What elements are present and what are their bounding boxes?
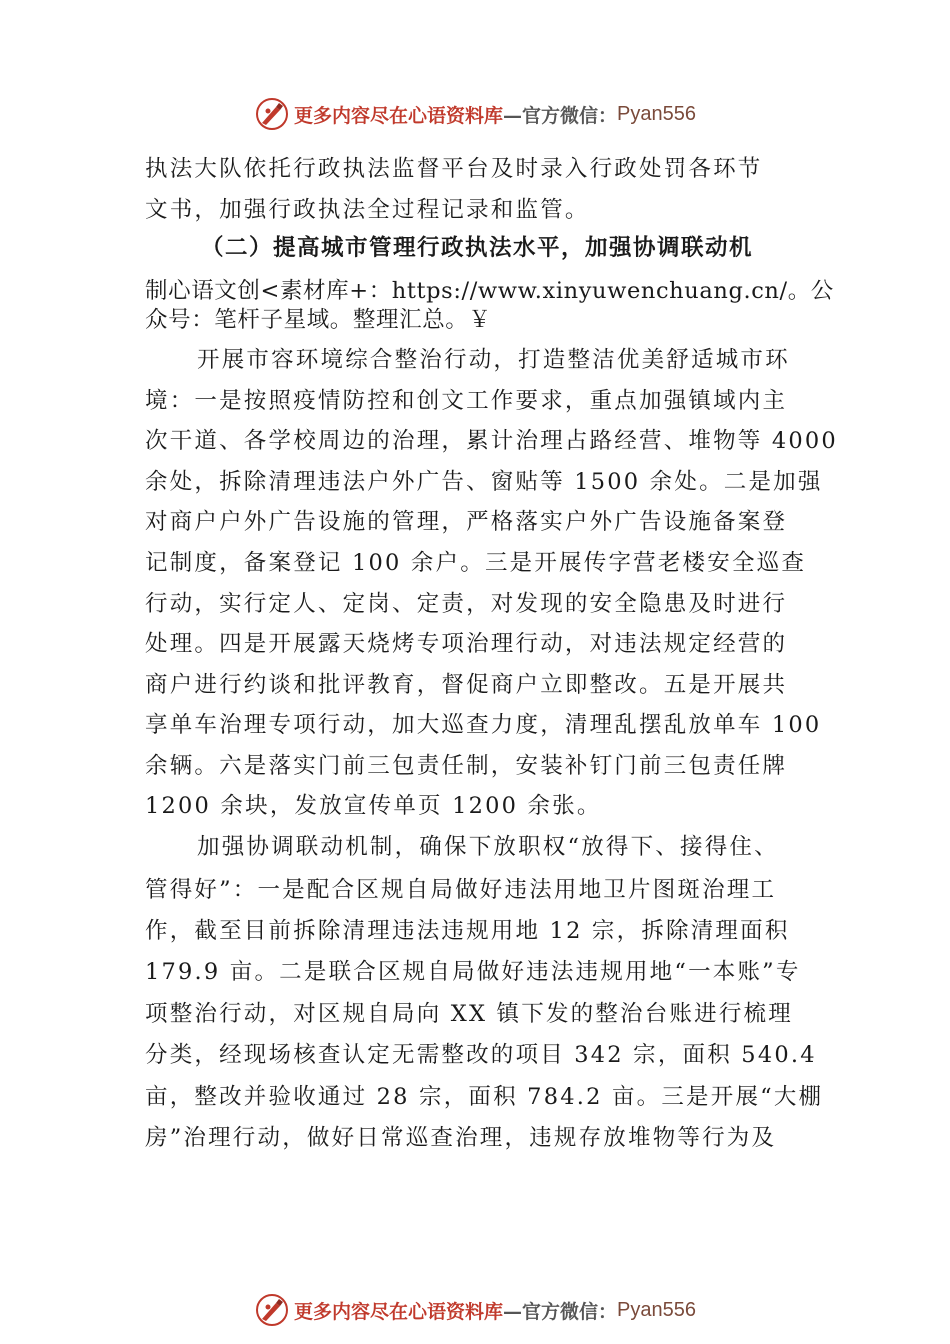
body-line: 项整治行动，对区规自局向 XX 镇下发的整治台账进行梳理 xyxy=(145,1001,793,1027)
body-line: 房”治理行动，做好日常巡查治理，违规存放堆物等行为及 xyxy=(145,1125,777,1151)
body-line: 作，截至目前拆除清理违法违规用地 12 宗，拆除清理面积 xyxy=(145,918,790,944)
body-line: 境：一是按照疫情防控和创文工作要求，重点加强镇域内主 xyxy=(145,388,788,414)
body-line: 处理。四是开展露天烧烤专项治理行动，对违法规定经营的 xyxy=(145,631,788,657)
body-line: 亩，整改并验收通过 28 宗，面积 784.2 亩。三是开展“大棚 xyxy=(145,1084,824,1110)
section-heading: （二）提高城市管理行政执法水平，加强协调联动机 xyxy=(201,235,754,261)
watermark-main-text: 更多内容尽在心语资料库 xyxy=(294,1300,504,1323)
paragraph-start: 加强协调联动机制，确保下放职权“放得下、接得住、 xyxy=(197,834,779,860)
watermark-sub-text: —官方微信： xyxy=(503,1300,618,1323)
body-line: 执法大队依托行政执法监督平台及时录入行政处罚各环节 xyxy=(145,156,763,182)
body-line: 次干道、各学校周边的治理，累计治理占路经营、堆物等 4000 xyxy=(145,428,838,454)
watermark-sub-text: —官方微信： xyxy=(503,104,618,127)
paragraph-start: 开展市容环境综合整治行动，打造整洁优美舒适城市环 xyxy=(197,347,790,373)
body-line: 分类，经现场核查认定无需整改的项目 342 宗，面积 540.4 xyxy=(145,1042,817,1068)
watermark-main-text: 更多内容尽在心语资料库 xyxy=(294,104,504,127)
body-line: 余处，拆除清理违法户外广告、窗贴等 1500 余处。二是加强 xyxy=(145,469,823,495)
body-line: 管得好”：一是配合区规自局做好违法用地卫片图斑治理工 xyxy=(145,877,777,903)
body-line: 179.9 亩。二是联合区规自局做好违法违规用地“一本账”专 xyxy=(145,959,801,985)
body-line: 众号：笔杆子星域。整理汇总。￥ xyxy=(145,307,492,333)
body-line: 制心语文创<素材库+：https://www.xinyuwenchuang.cn/。公 xyxy=(145,278,834,304)
body-line: 享单车治理专项行动，加大巡查力度，清理乱摆乱放单车 100 xyxy=(145,712,822,738)
watermark-wechat-id: Pyan556 xyxy=(617,102,696,125)
body-line: 行动，实行定人、定岗、定责，对发现的安全隐患及时进行 xyxy=(145,591,788,617)
body-line: 对商户户外广告设施的管理，严格落实户外广告设施备案登 xyxy=(145,509,788,535)
body-line: 记制度，备案登记 100 余户。三是开展传字营老楼安全巡查 xyxy=(145,550,807,576)
watermark-wechat-id: Pyan556 xyxy=(617,1298,696,1321)
body-line: 文书，加强行政执法全过程记录和监管。 xyxy=(145,197,590,223)
body-line: 商户进行约谈和批评教育，督促商户立即整改。五是开展共 xyxy=(145,672,788,698)
header-watermark xyxy=(0,94,950,134)
body-line: 余辆。六是落实门前三包责任制，安装补钉门前三包责任牌 xyxy=(145,753,788,779)
pen-logo-icon xyxy=(254,96,290,132)
footer-watermark xyxy=(0,1290,950,1330)
pen-logo-icon xyxy=(254,1292,290,1328)
body-line: 1200 余块，发放宣传单页 1200 余张。 xyxy=(145,793,602,819)
